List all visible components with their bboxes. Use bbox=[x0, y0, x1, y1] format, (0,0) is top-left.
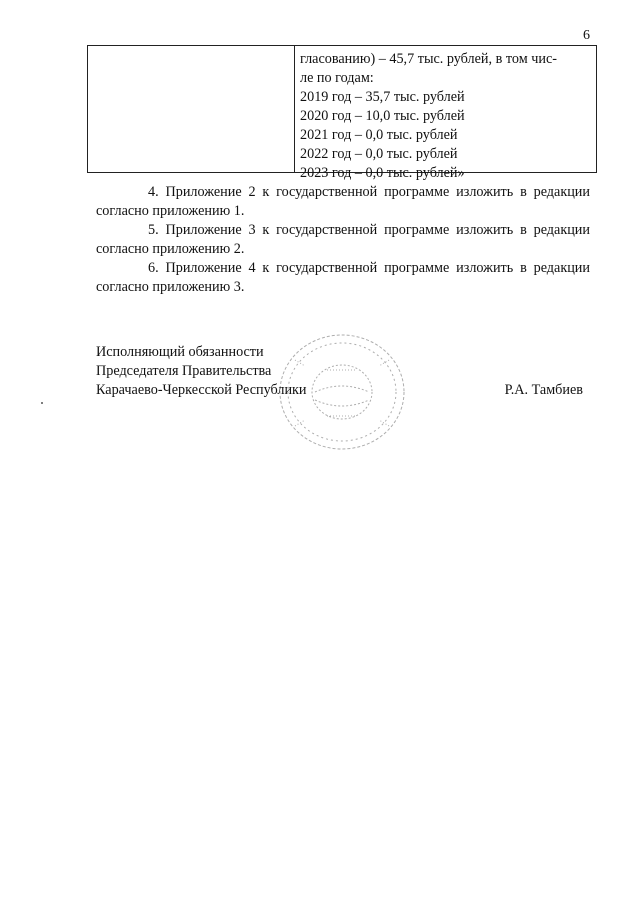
table-line: ле по годам: bbox=[300, 70, 374, 86]
table-line: 2022 год – 0,0 тыс. рублей bbox=[300, 146, 458, 162]
table-line: гласованию) – 45,7 тыс. рублей, в том чис- bbox=[300, 51, 557, 67]
signer-name: Р.А. Тамбиев bbox=[504, 382, 583, 398]
table-line: 2023 год – 0,0 тыс. рублей» bbox=[300, 165, 465, 181]
page-number: 6 bbox=[583, 28, 590, 43]
funding-table bbox=[87, 45, 597, 181]
table-line: 2019 год – 35,7 тыс. рублей bbox=[300, 89, 465, 105]
table-right-cell bbox=[295, 46, 596, 181]
signer-position-line: Карачаево-Черкесской Республики bbox=[96, 382, 307, 398]
paragraph-item-4: 4. Приложение 2 к государственной программе изложить в редакции согласно приложению 1. bbox=[96, 184, 590, 219]
paragraph-item-5: 5. Приложение 3 к государственной программе изложить в редакции согласно приложению 2. bbox=[96, 222, 590, 257]
table-line: 2021 год – 0,0 тыс. рублей bbox=[300, 127, 458, 143]
document-body bbox=[96, 183, 590, 297]
table-left-cell bbox=[88, 46, 295, 172]
paragraph-item-6: 6. Приложение 4 к государственной программе изложить в редакции согласно приложению 3. bbox=[96, 260, 590, 295]
table-line: 2020 год – 10,0 тыс. рублей bbox=[300, 108, 465, 124]
signer-position-line: Исполняющий обязанности bbox=[96, 344, 264, 360]
signature-block bbox=[96, 343, 590, 400]
signer-position-line: Председателя Правительства bbox=[96, 363, 272, 379]
margin-dot bbox=[41, 402, 43, 404]
